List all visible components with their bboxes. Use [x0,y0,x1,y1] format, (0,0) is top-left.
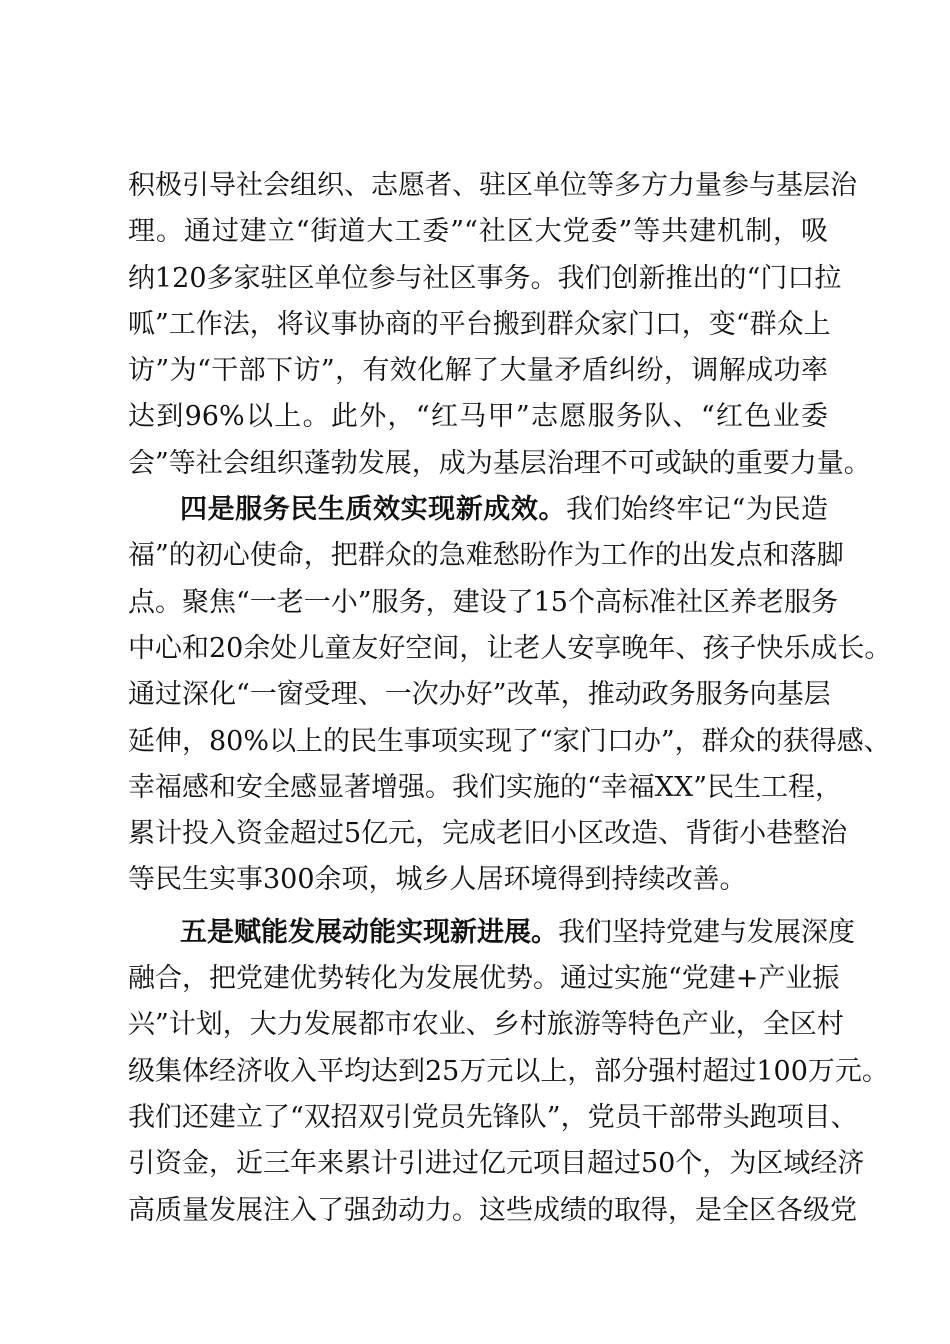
text-line: 幸福感和安全感显著增强。我们实施的“幸福XX”民生工程， [128,771,843,803]
paragraph-first-line [128,910,855,956]
text-line: 福”的初心使命，把群众的急难愁盼作为工作的出发点和落脚 [128,540,844,572]
text-line: 纳120多家驻区单位参与社区事务。我们创新推出的“门口拉 [128,262,842,294]
text-line: 达到96%以上。此外，“红马甲”志愿服务队、“红色业委 [128,401,828,433]
text-line: 延伸，80%以上的民生事项实现了“家门口办”，群众的获得感、 [128,725,891,757]
text-line: 引资金，近三年来累计引进过亿元项目超过50个，为区域经济 [128,1148,865,1180]
text-line: 呱”工作法，将议事协商的平台搬到群众家门口，变“群众上 [128,308,831,340]
paragraph-heading: 五是赋能发展动能实现新进展。 [180,916,558,948]
text-line: 高质量发展注入了强劲动力。这些成绩的取得，是全区各级党 [128,1194,857,1226]
text-line: 等民生实事300余项，城乡人居环境得到持续改善。 [128,864,747,896]
text-line: 兴”计划，大力发展都市农业、乡村旅游等特色产业，全区村 [128,1009,844,1041]
text-line: 融合，把党建优势转化为发展优势。通过实施“党建+产业振 [128,963,840,995]
document-body [128,163,892,1234]
text-line: 会”等社会组织蓬勃发展，成为基层治理不可或缺的重要力量。 [128,447,871,479]
paragraph-livelihood-services [128,487,892,904]
paragraph-first-line [128,487,828,533]
text-run: 我们始终牢记“为民造 [566,494,828,526]
paragraph-community-governance [128,163,871,487]
text-run: 我们坚持党建与发展深度 [558,916,855,948]
text-line: 访”为“干部下访”，有效化解了大量矛盾纠纷，调解成功率 [128,355,828,387]
text-line: 通过深化“一窗受理、一次办好”改革，推动政务服务向基层 [128,679,831,711]
text-line: 级集体经济收入平均达到25万元以上，部分强村超过100万元。 [128,1055,889,1087]
text-line: 中心和20余处儿童友好空间，让老人安享晚年、孩子快乐成长。 [128,632,892,664]
paragraph-development-momentum [128,910,889,1234]
paragraph-heading: 四是服务民生质效实现新成效。 [180,494,567,526]
text-line: 点。聚焦“一老一小”服务，建设了15个高标准社区养老服务 [128,586,838,618]
text-line: 积极引导社会组织、志愿者、驻区单位等多方力量参与基层治 [128,170,857,201]
text-line: 累计投入资金超过5亿元，完成老旧小区改造、背街小巷整治 [128,818,848,850]
text-line: 理。通过建立“街道大工委”“社区大党委”等共建机制，吸 [128,216,828,248]
text-line: 我们还建立了“双招双引党员先锋队”，党员干部带头跑项目、 [128,1101,858,1133]
